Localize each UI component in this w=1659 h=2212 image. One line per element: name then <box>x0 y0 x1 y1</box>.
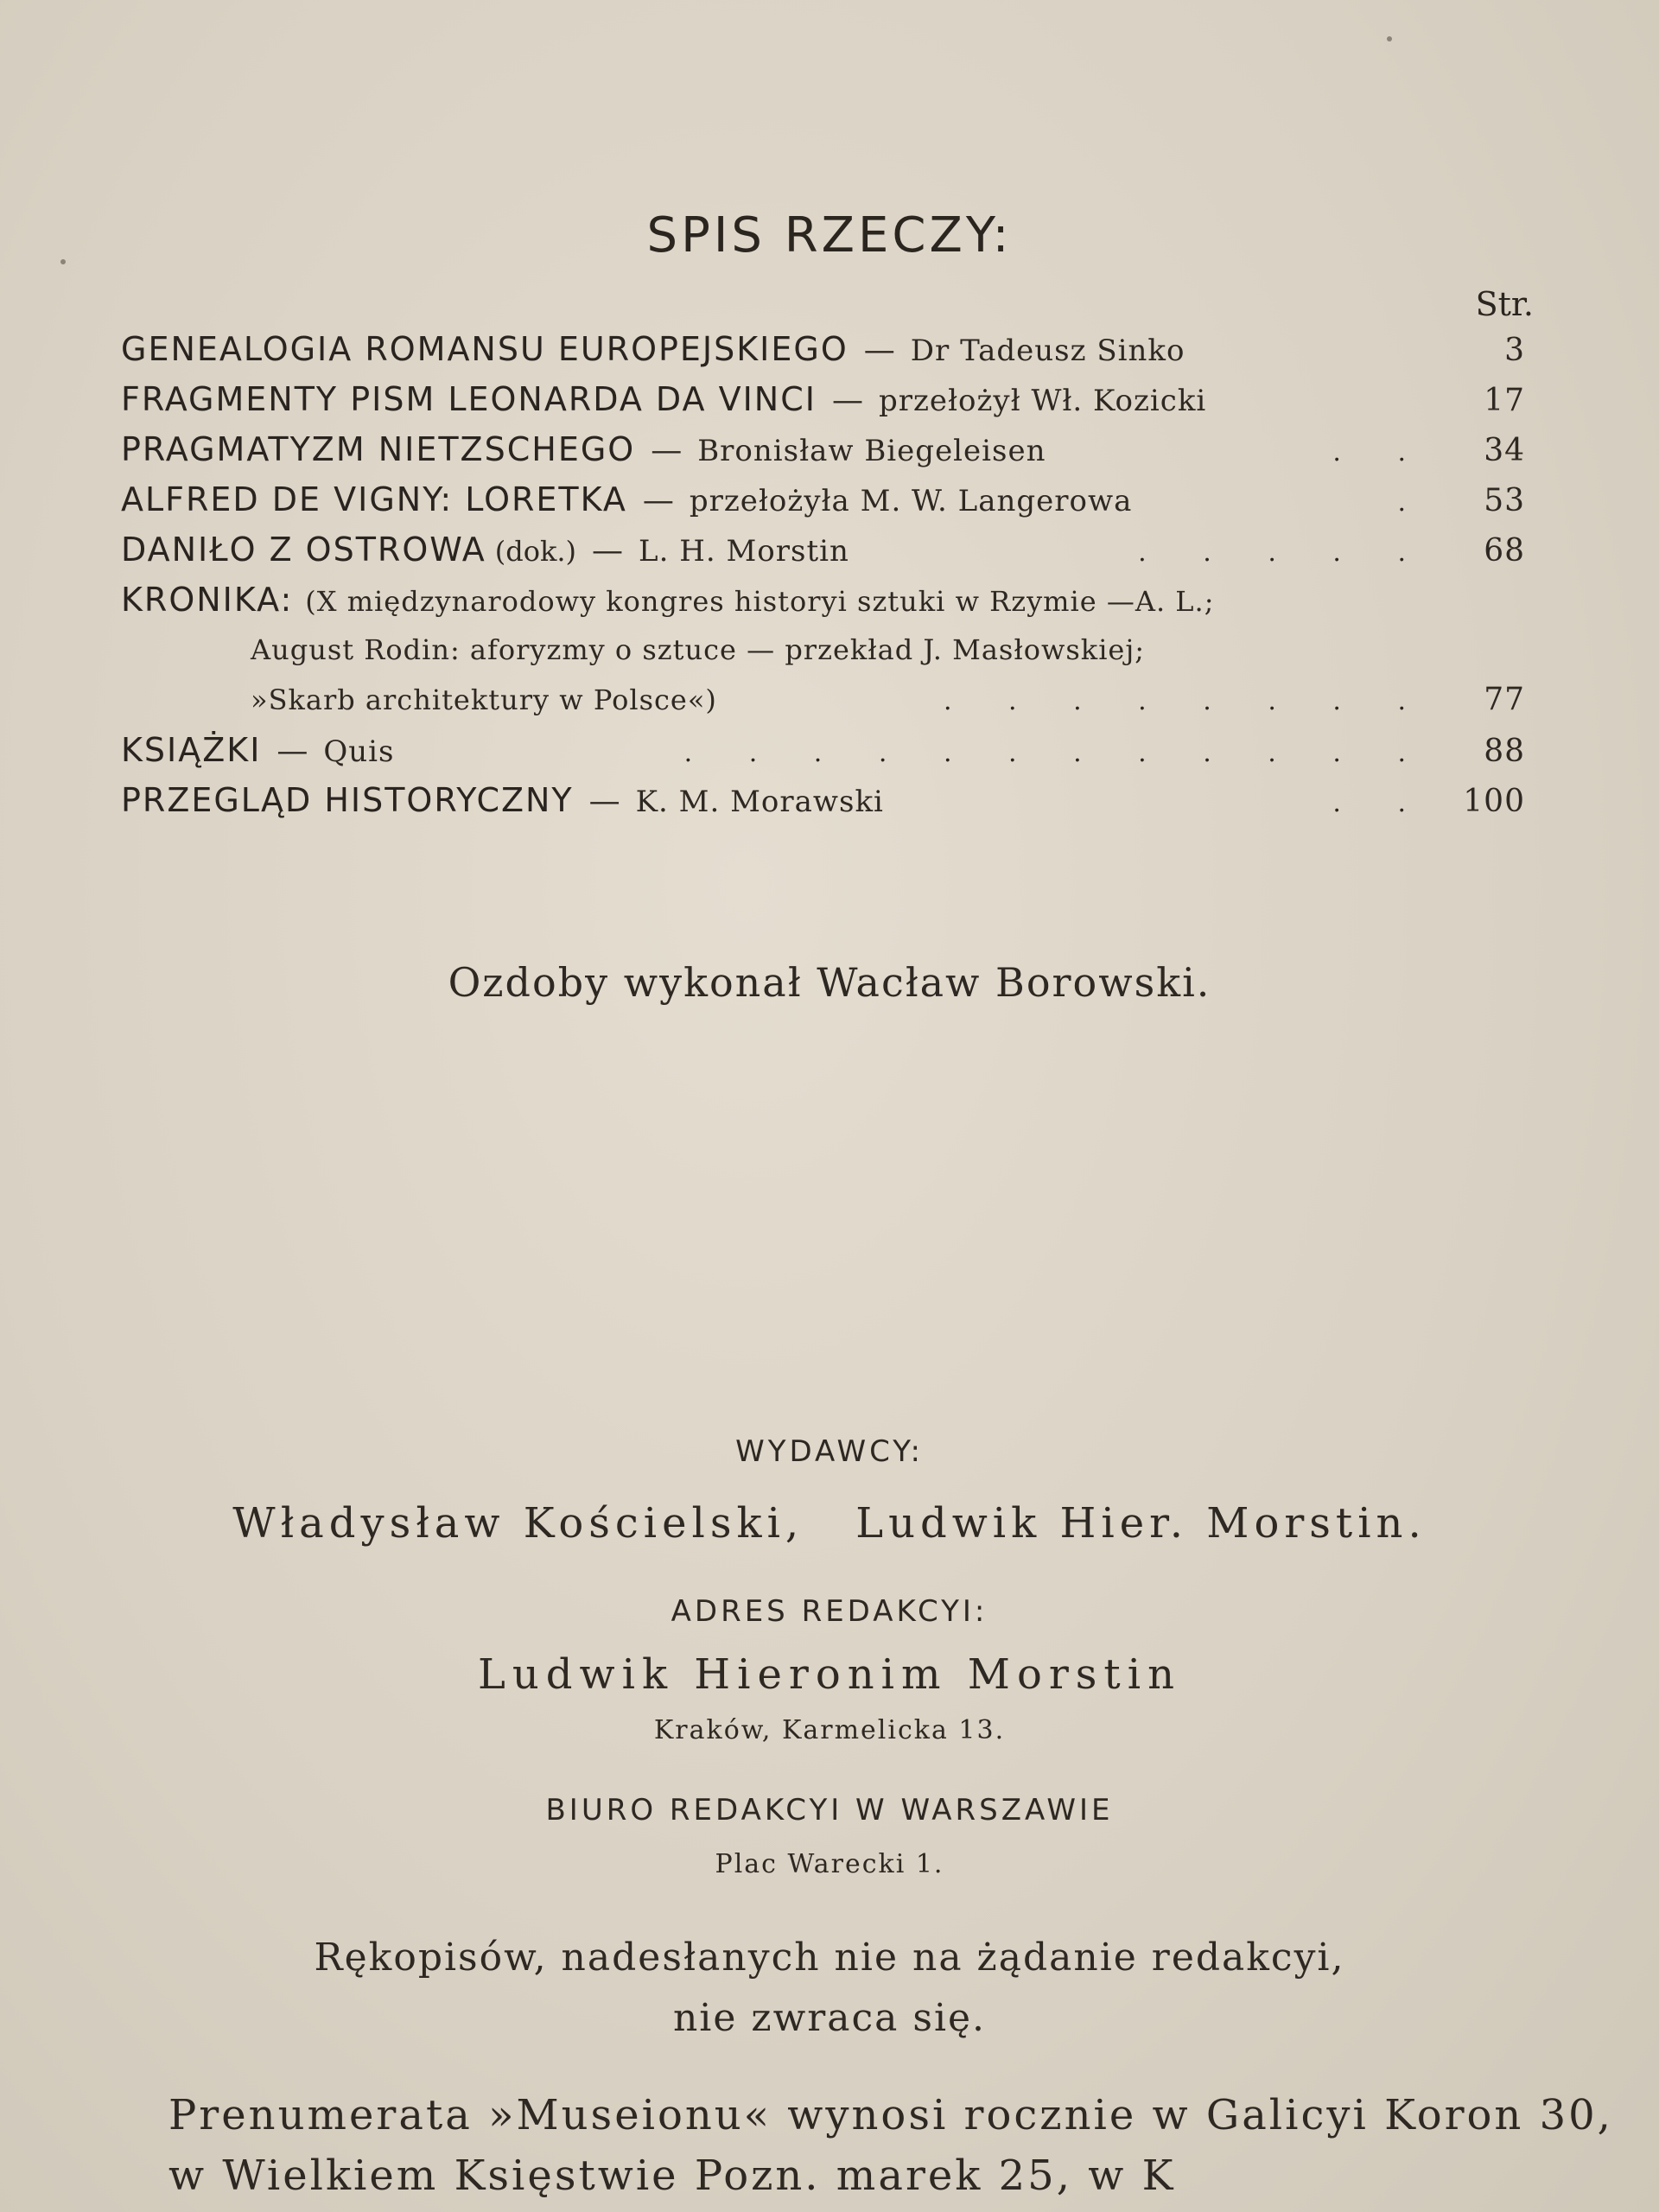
toc-leader: . . <box>1332 788 1430 818</box>
ink-speck <box>1387 36 1392 41</box>
toc-entry-title: PRAGMATYZM NIETZSCHEGO <box>121 430 636 468</box>
toc-entry <box>121 424 1525 474</box>
toc-separator: — <box>276 734 308 769</box>
warsaw-office-address: Plac Warecki 1. <box>715 1849 944 1879</box>
toc-separator: — <box>642 483 674 518</box>
toc-entry-author: Quis <box>323 734 395 769</box>
toc-entry-note: (dok.) <box>494 535 577 568</box>
toc-page-number: 3 <box>1504 333 1525 368</box>
publisher-name: Władysław Kościelski, <box>232 1499 804 1548</box>
toc-entry-author: przełożyła M. W. Langerowa <box>689 484 1133 518</box>
decorations-credit: Ozdoby wykonał Wacław Borowski. <box>448 959 1211 1006</box>
subscription-text: Prenumerata »Museionu« wynosi rocznie w Galicyi Koron 30, <box>168 2091 1613 2139</box>
toc-entry-title: FRAGMENTY PISM LEONARDA DA VINCI <box>121 380 817 418</box>
toc-separator: — <box>831 383 863 418</box>
toc-page-number: 34 <box>1484 433 1525 468</box>
publishers-names <box>0 1499 1659 1548</box>
toc-page-number: 77 <box>1484 682 1525 717</box>
toc-entry-author: przełożył Wł. Kozicki <box>878 384 1207 418</box>
toc-entry-title: DANIŁO Z OSTROWA <box>121 531 486 569</box>
toc-entry <box>121 775 1525 825</box>
toc-entry <box>121 524 1525 575</box>
toc-leader: . . . . . . . . . . . . <box>683 738 1430 768</box>
manuscripts-notice: Rękopisów, nadesłanych nie na żądanie redakcyi, <box>314 1936 1345 1980</box>
toc-separator: — <box>651 433 683 468</box>
toc-entry <box>121 374 1525 424</box>
toc-entry-author: K. M. Morawski <box>635 785 884 819</box>
toc-entry-continuation <box>121 675 1525 725</box>
toc-page-number: 17 <box>1484 383 1525 418</box>
toc-page-number: 100 <box>1463 784 1525 819</box>
toc-kronika-line: August Rodin: aforyzmy o sztuce — przekład J. Masłowskiej; <box>251 633 1146 666</box>
toc-leader: . <box>1397 487 1430 518</box>
toc-entry-continuation <box>121 625 1525 675</box>
toc-page-number: 53 <box>1484 483 1525 518</box>
toc-kronika-line: »Skarb architektury w Polsce«) <box>251 683 717 716</box>
toc-entry <box>121 725 1525 775</box>
toc-entry-kronika <box>121 575 1525 625</box>
publisher-name: Ludwik Hier. Morstin. <box>855 1499 1427 1548</box>
toc-entry <box>121 324 1525 374</box>
editorial-address-label: ADRES REDAKCYI: <box>671 1594 988 1629</box>
toc-title: SPIS RZECZY: <box>646 207 1013 264</box>
subscription-text: w Wielkiem Księstwie Pozn. marek 25, w K <box>168 2152 1176 2200</box>
publishers-label: WYDAWCY: <box>735 1434 924 1469</box>
toc-entry-title: KRONIKA: <box>121 581 294 619</box>
toc-leader: . . . . . <box>1138 537 1430 568</box>
toc-separator: — <box>592 533 624 569</box>
toc-leader: . . <box>1332 437 1430 467</box>
toc-leader: . . . . . . . . <box>943 686 1430 716</box>
toc-page-number: 68 <box>1484 533 1525 569</box>
toc-entry-title: KSIĄŻKI <box>121 731 262 769</box>
toc-separator: — <box>863 333 895 368</box>
toc-entry-title: ALFRED DE VIGNY: LORETKA <box>121 480 627 518</box>
page-column-label: Str. <box>1475 285 1534 323</box>
warsaw-office-label: BIURO REDAKCYI W WARSZAWIE <box>545 1793 1114 1827</box>
toc-entry <box>121 474 1525 524</box>
manuscripts-notice: nie zwraca się. <box>672 1996 987 2040</box>
toc-kronika-line: (X międzynarodowy kongres historyi sztuki w Rzymie —A. L.; <box>305 585 1215 618</box>
editorial-address: Kraków, Karmelicka 13. <box>653 1715 1006 1745</box>
editor-name: Ludwik Hieronim Morstin <box>478 1650 1181 1699</box>
toc-entry-title: GENEALOGIA ROMANSU EUROPEJSKIEGO <box>121 330 849 368</box>
toc-page-number: 88 <box>1484 734 1525 769</box>
toc-entry-author: Dr Tadeusz Sinko <box>910 334 1185 368</box>
toc-entry-author: L. H. Morstin <box>639 534 849 569</box>
table-of-contents <box>121 324 1525 825</box>
toc-separator: — <box>588 784 620 819</box>
toc-entry-title: PRZEGLĄD HISTORYCZNY <box>121 781 574 819</box>
toc-entry-author: Bronisław Biegeleisen <box>697 434 1046 468</box>
